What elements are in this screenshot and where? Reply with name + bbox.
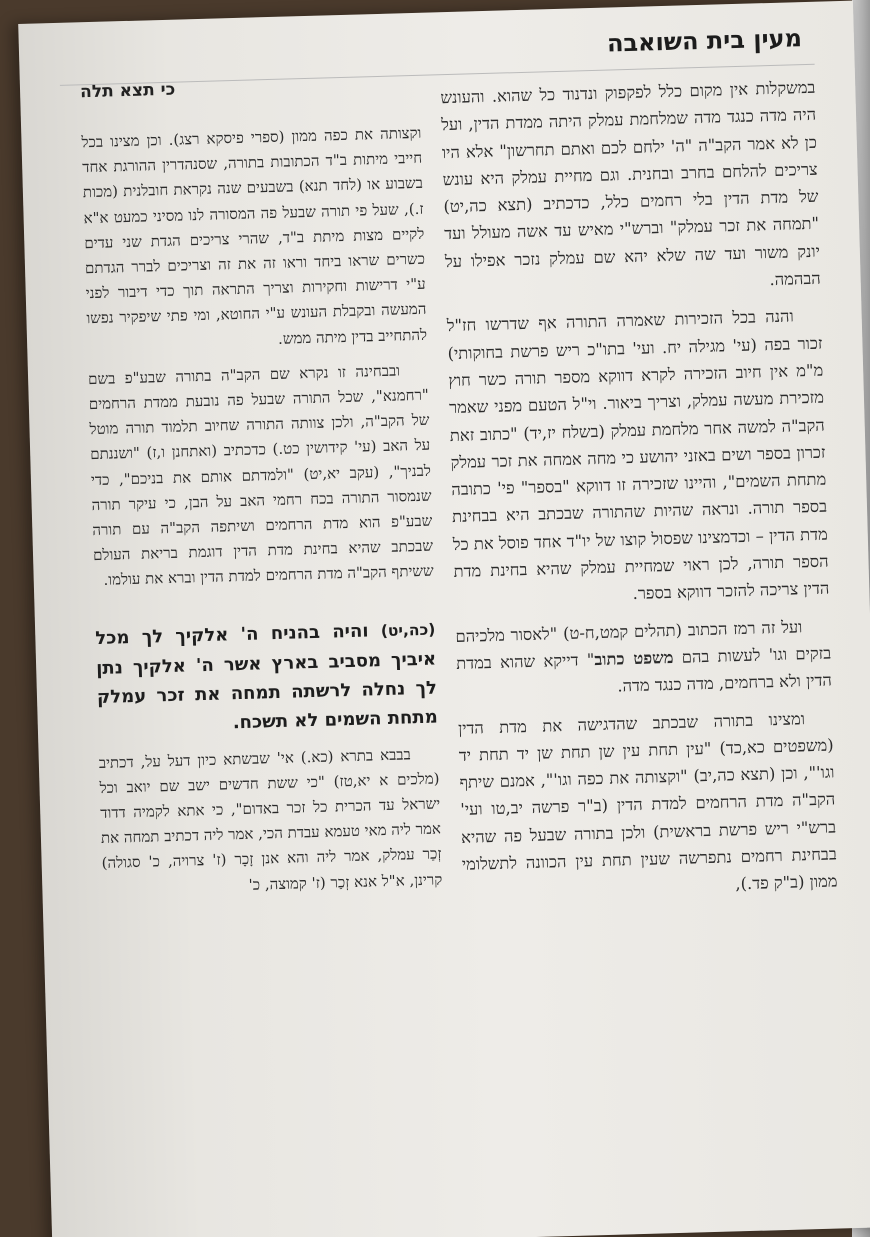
paragraph: במשקלות אין מקום כלל לפקפוק ונדנוד כל שהוא. והעונש היה מדה כנגד מדה שמלחמת עמלק היתה ממדת הדין, ועל כן לא אמר הקב"ה "ה' ילחם לכם ואתם תחרשון" אלא היו צריכים להלחם בחרב ובחנית. וגם מחיית עמלק היא עונש של מדת הדין בלי רחמים כלל, כדכתיב (תצא כה,יט) "תמחה את זכר עמלק" וברש"י מאיש עד אשה מעולל ועד יונק משור ועד שה שלא יהא שם עמלק נזכר אפילו על הבהמה. [440, 77, 821, 290]
paragraph: בבבא בתרא (כא.) אי' שבשתא כיון דעל על, דכתיב (מלכים א יא,טז) "כי ששת חדשים ישב שם יואב וכל ישראל עד הכרית כל זכר באדום", כי אתא לקמיה דדוד אמר ליה מאי טעמא עבדת הכי, אמר ליה דכתיב תמחה את זְכַר עמלק, אמר ליה והא אנן זָכָר (ז' צרויה, כ' סגולה) קרינן, א"ל אנא זְכַר (ז' קמוצה, כ' [98, 744, 443, 894]
paragraph [455, 612, 832, 704]
left-column [81, 121, 442, 902]
paragraph: ומצינו בתורה שבכתב שהדגישה את מדת הדין (משפטים כא,כד) "עין תחת עין שן תחת שן יד תחת יד וגו'", וכן (תצא כה,יב) "וקצותה את כפה וגו'", אמנם שיתף הקב"ה מדת הרחמים למדת הדין (ב"ר פרשה יב,טו ועי' ברש"י ריש פרשת בראשית) ולכן בתורה שבעל פה שהיא בבחינת רחמים נתפרשה שעין תחת עין הכוונה לתשלומי ממון (ב"ק פד.), [457, 708, 838, 894]
text-run: ועל זה רמז הכתוב (תהלים קמט,ח-ט) "לאסור מלכיהם בזקים וגו' לעשות בהם [455, 616, 832, 667]
book-page [18, 1, 870, 1237]
verse-text: והיה בהניח ה' אלקיך לך מכל איביך מסביב בארץ אשר ה' אלקיך נתן לך נחלה לרשתה תמחה את זכר עמלק מתחת השמים לא תשכח. [95, 619, 438, 733]
text-run: " דייקא שהוא במדת הדין ולא ברחמים, מדה כנגד מדה. [455, 650, 833, 696]
section-title: כי תצא תלה [79, 79, 176, 103]
paragraph: ובבחינה זו נקרא שם הקב"ה בתורה שבע"פ בשם "רחמנא", שכל התורה שבעל פה נובעת ממדת הרחמים של הקב"ה, ולכן צוותה התורה שחיוב תלמוד תורה מוטל על האב (עי' קידושין כט.) כדכתיב (ואתחנן ו,ז) "ושננתם לבניך", (עקב יא,יט) "ולמדתם אותם את בניכם", כדי שנמסור התורה בכח רחמי האב על הבן, כי עיקר תורה שבע"פ הוא מדת הרחמים ושיתפה הקב"ה עם תורה שבכתב שהיא בחינת מדת הדין דוגמת בריאת העולם ששיתף הקב"ה מדת הרחמים למדת הדין וברא את עולמו. [87, 361, 434, 590]
right-column [440, 74, 838, 906]
running-head: מעין בית השואבה [606, 24, 803, 58]
paragraph: וקצותה את כפה ממון (ספרי פיסקא רצג). וכן מצינו בכל חייבי מיתות ב"ד הכתובות בתורה, שסנהדרין ההורגת אחד בשבוע או (לחד תנא) בשבעים שנה נקראת חובלנית (מכות ז.), שעל פי תורה שבעל פה המסורה לנו מסיני כמעט א"א לקיים מצות מיתת ב"ד, שהרי צריכים הגדת שני עדים כשרים שראו ביחד וראו זה את זה וצריכים לברר הגדתם ע"י דרישות וחקירות וצריך התראה תוך כדי דיבור לפני המעשה ובקבלת העונש ע"י החוטא, ומי פתי שיפקיר נפשו להתחייב בדין מיתה ממש. [81, 123, 428, 348]
verse-reference: (כה,יט) [380, 620, 436, 640]
paragraph: והנה בכל הזכירות שאמרה התורה אף שדרשו חז"ל זכור בפה (עי' מגילה יח. ועי' בתו"כ ריש פרשת בחוקותי) מ"מ אין חיוב הזכירה לקרא דווקא מספר תורה כשר חוץ מזכירת מעשה עמלק, וצריך ביאור. וי"ל הטעם מפני שאמר הקב"ה למשה אחר מלחמת עמלק (בשלח יז,יד) "כתוב זאת זכרון בספר ושים באזני יהושע כי מחה אמחה את זכר עמלק מתחת השמים", והיינו שזכירה זו דווקא "בספר" פי' כתובה בספר תורה. ונראה שהיות שהתורה שבכתב היא בבחינת מדת הדין – וכדמצינו שפסול קוצו של יו"ד אחד פוסל את כל הספר תורה, לכן ראוי שמחיית עמלק שהיא בחינת מדת הדין צריכה להזכר דווקא בספר. [446, 306, 830, 604]
verse-block [95, 614, 438, 740]
bold-text: משפט כתוב [594, 647, 674, 670]
